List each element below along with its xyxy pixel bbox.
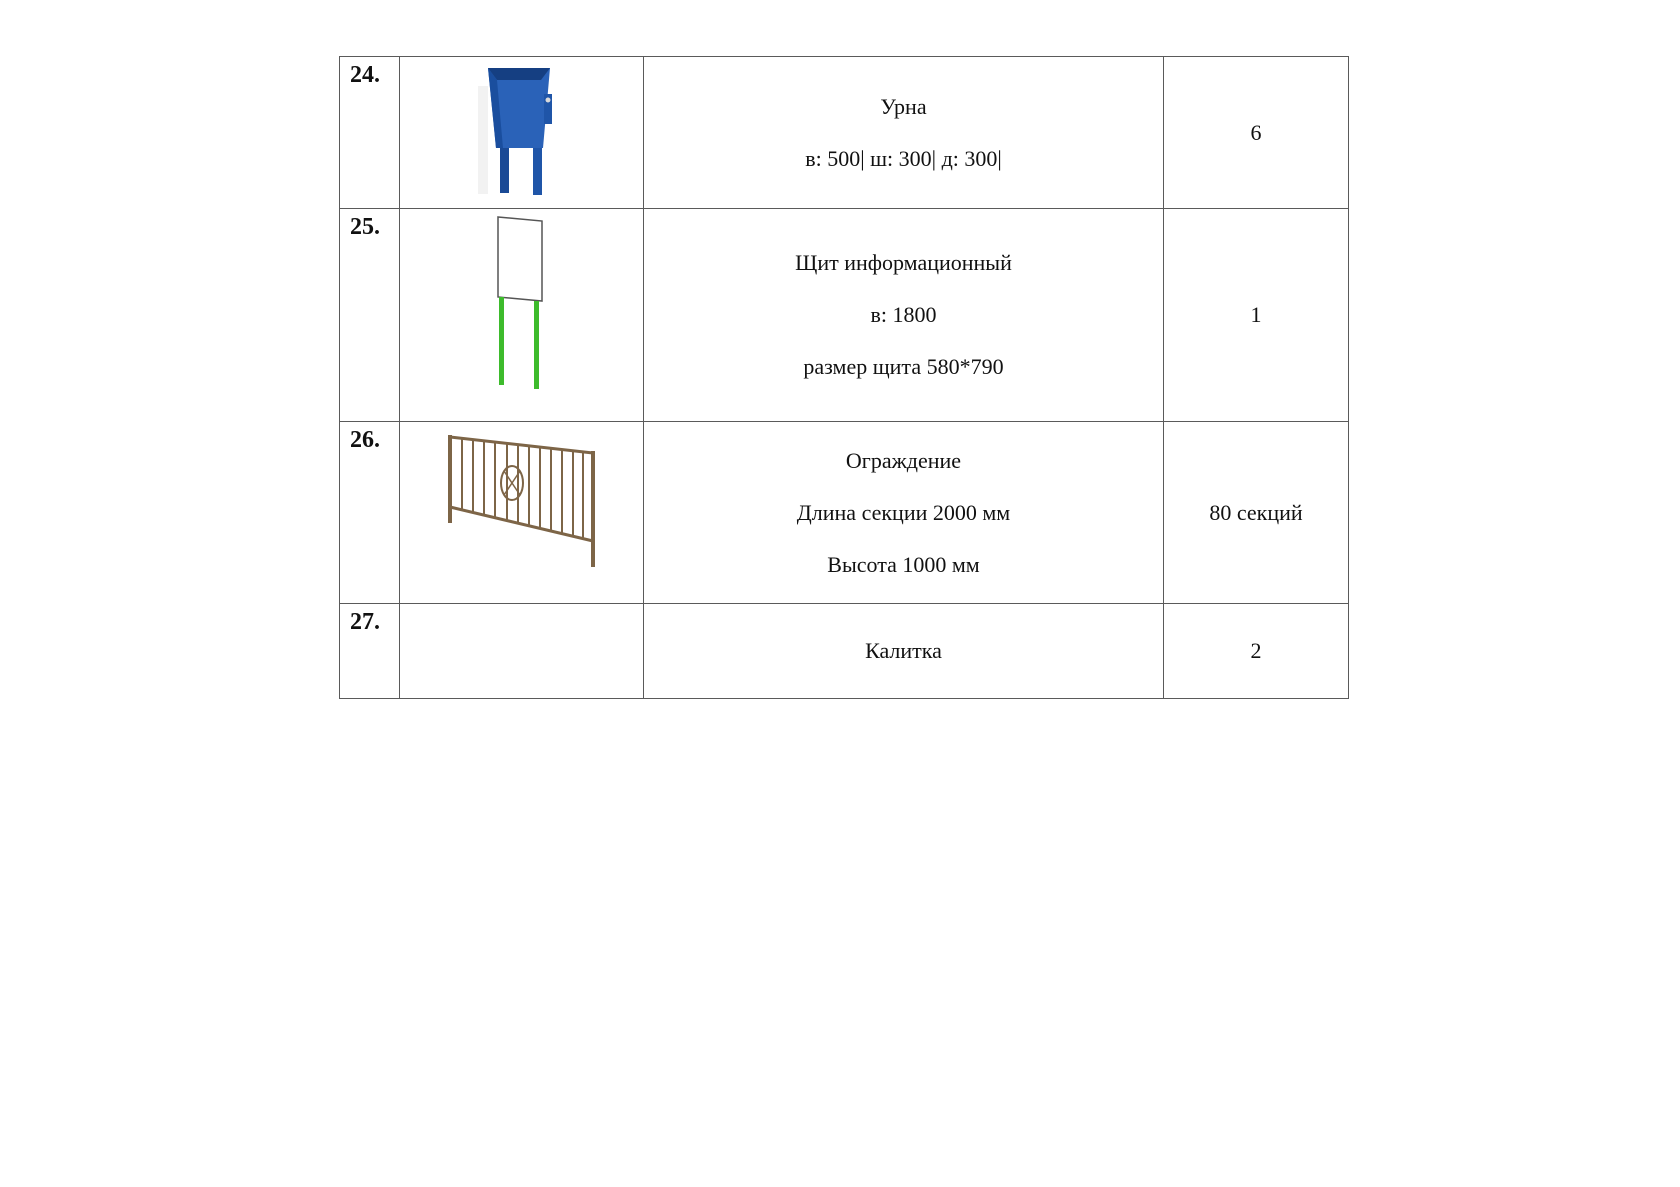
image-cell xyxy=(400,604,644,699)
table-row xyxy=(340,604,1349,699)
description-cell xyxy=(644,57,1164,209)
item-dimensions: в: 500| ш: 300| д: 300| xyxy=(805,145,1002,171)
item-name: Щит информационный xyxy=(795,250,1012,275)
image-cell xyxy=(400,209,644,422)
description-cell xyxy=(644,604,1164,699)
quantity-cell: 2 xyxy=(1164,604,1349,699)
item-section-length: Длина секции 2000 мм xyxy=(796,499,1011,525)
image-cell xyxy=(400,422,644,604)
table-row xyxy=(340,422,1349,604)
row-number-cell xyxy=(340,422,400,604)
trash-bin-icon xyxy=(400,58,643,208)
info-board-icon xyxy=(400,209,643,421)
item-name: Калитка xyxy=(865,638,942,663)
row-number: 24. xyxy=(350,62,380,88)
item-height: Высота 1000 мм xyxy=(827,551,980,577)
item-height: в: 1800 xyxy=(870,302,937,327)
table-row xyxy=(340,209,1349,422)
item-board-size: размер щита 580*790 xyxy=(803,354,1004,379)
row-number: 25. xyxy=(350,214,380,240)
fence-icon xyxy=(400,423,643,603)
table-row xyxy=(340,57,1349,209)
quantity-cell: 1 xyxy=(1164,209,1349,422)
item-name: Урна xyxy=(880,93,927,119)
equipment-table xyxy=(339,56,1349,699)
row-number-cell xyxy=(340,57,400,209)
row-number-cell xyxy=(340,604,400,699)
quantity-cell: 6 xyxy=(1164,57,1349,209)
item-name: Ограждение xyxy=(845,447,962,473)
row-number-cell xyxy=(340,209,400,422)
quantity-cell: 80 секций xyxy=(1164,422,1349,604)
row-number: 26. xyxy=(350,427,380,453)
description-cell xyxy=(644,209,1164,422)
description-cell xyxy=(644,422,1164,604)
row-number: 27. xyxy=(350,609,380,635)
image-cell xyxy=(400,57,644,209)
